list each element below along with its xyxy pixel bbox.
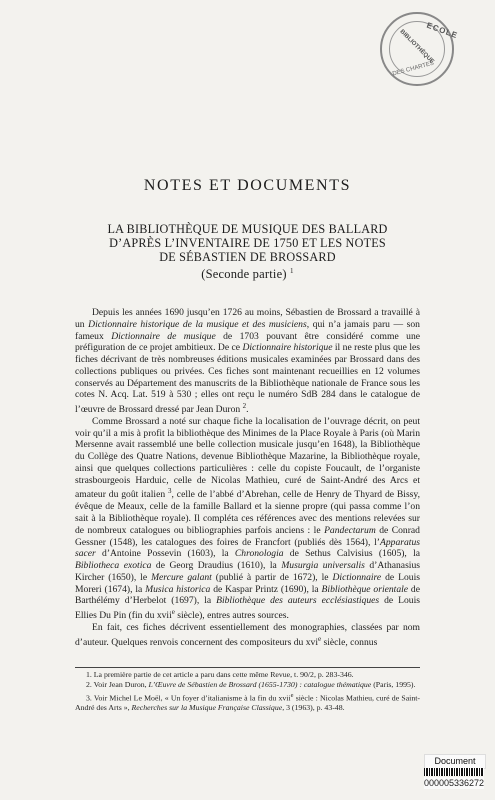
article-subtitle bbox=[70, 264, 425, 281]
barcode-number: 000005336272 bbox=[424, 778, 485, 788]
footnote-ref-3: 3 bbox=[168, 487, 172, 496]
footnote-divider bbox=[75, 667, 420, 668]
subtitle-text: (Seconde partie) bbox=[201, 267, 287, 282]
subtitle-footnote-ref: 1 bbox=[290, 267, 294, 275]
paragraph-2: Comme Brossard a noté sur chaque fiche la localisation de l’ouvrage décrit, on peut voir qu’il a mis à profit la bibliothèque des Minimes de la Place Royale à Paris (où Marin Mersenne avait rassemblé une belle collection musicale jusqu’en 1648), la Bibliothèque du Collège des Quatre Nations, devenue Bibliothèque Mazarine, la Bibliothèque royale, ainsi que quelques collections particulières : celle du copiste Foucault, de l’organiste strasbourgeois Harduic, celle de Nicolas Mathieu, curé de Saint-André des Arcs et amateur du goût italien $^3$, celle de l’abbé d’Abrehan, celle de Henry de Thyard de Bissy, évêque de Meaux, celle de la famille Ballard et la sienne propre (qui passa comme l’on sait à la Bibliothèque royale). Il compléta ces références avec des mentions relevées sur de nombreux catalogues ou bibliographies parfois anciens : le Pandectarum de Conrad Gessner (1548), les catalogues des foires de Francfort (publiés dès 1564), l’Apparatus sacer d’Antoine Possevin (1603), la Chronologia de Sethus Calvisius (1605), la Bibliotheca exotica de Georg Draudius (1610), la Musurgia universalis d’Athanasius Kircher (1650), le Mercure galant (publié à partir de 1672), le Dictionnaire de Louis Moreri (1674), la Musica historica de Kaspar Printz (1690), la Bibliothèque orientale de Barthélémy d’Herbelot (1697), la Bibliothèque des auteurs ecclésiastiques de Louis Ellies Du Pin (fin du xvii$^e$ siècle), entres autres sources. bbox=[75, 415, 420, 622]
paragraph-3: En fait, ces fiches décrivent essentiellement des monographies, classées par nom d’auteur. Quelques renvois concernent des compositeurs du xvi$^e$ siècle, connus bbox=[75, 622, 420, 648]
footnotes bbox=[75, 670, 420, 713]
title-line-1: LA BIBLIOTHÈQUE DE MUSIQUE DES BALLARD bbox=[107, 222, 388, 236]
footnote-2: 2. Voir Jean Duron, L’Œuvre de Sébastien de Brossard (1655-1730) : catalogue thématique (Paris, 1995). bbox=[86, 680, 416, 690]
paragraph-1: Depuis les années 1690 jusqu’en 1726 au moins, Sébastien de Brossard a travaillé à un Dictionnaire historique de la musique et des musiciens, qui n’a jamais paru — son fameux Dictionnaire de musique de 1703 pouvant être considéré comme une préfiguration de ce projet ambitieux. De ce Dictionnaire historique il ne reste plus que les fiches décrivant de très nombreuses éditions musicales examinées par Brossard dans des collections publiques ou privées. Ces fiches sont maintenant recueillies en 12 volumes conservés au Département des manuscrits de la Bibliothèque nationale de France sous les cotes N. Acq. Lat. 519 à 530 ; elles ont reçu le numéro SdB 284 dans le catalogue de l’œuvre de Brossard dressé par Jean Duron $^2$. bbox=[75, 307, 420, 416]
document-label: Document bbox=[424, 754, 486, 769]
section-title: NOTES ET DOCUMENTS bbox=[143, 177, 352, 194]
stamp-line-3: DES CHARTES bbox=[391, 60, 435, 78]
title-line-2: D’APRÈS L’INVENTAIRE DE 1750 ET LES NOTES bbox=[109, 236, 386, 250]
title-line-3: DE SÉBASTIEN DE BROSSARD bbox=[159, 250, 336, 264]
article-title bbox=[70, 222, 425, 281]
library-stamp bbox=[380, 12, 460, 86]
article-body bbox=[75, 307, 420, 649]
footnote-3: 3. Voir Michel Le Moël, « Un foyer d’italianisme à la fin du xvii$^e$ siècle : Nicolas Mathieu, curé de Saint-André des Arts », Recherches sur la Musique Française Classique, 3 (1963), p. 43-48. bbox=[75, 691, 420, 712]
stamp-line-1: ECOLE bbox=[425, 20, 460, 41]
footnote-1: 1. La première partie de cet article a paru dans cette même Revue, t. 90/2, p. 283-346. bbox=[86, 670, 354, 679]
stamp-line-2: BIBLIOTHÈQUE bbox=[398, 28, 435, 66]
footnote-ref-2: 2 bbox=[242, 402, 247, 410]
barcode bbox=[424, 768, 484, 776]
